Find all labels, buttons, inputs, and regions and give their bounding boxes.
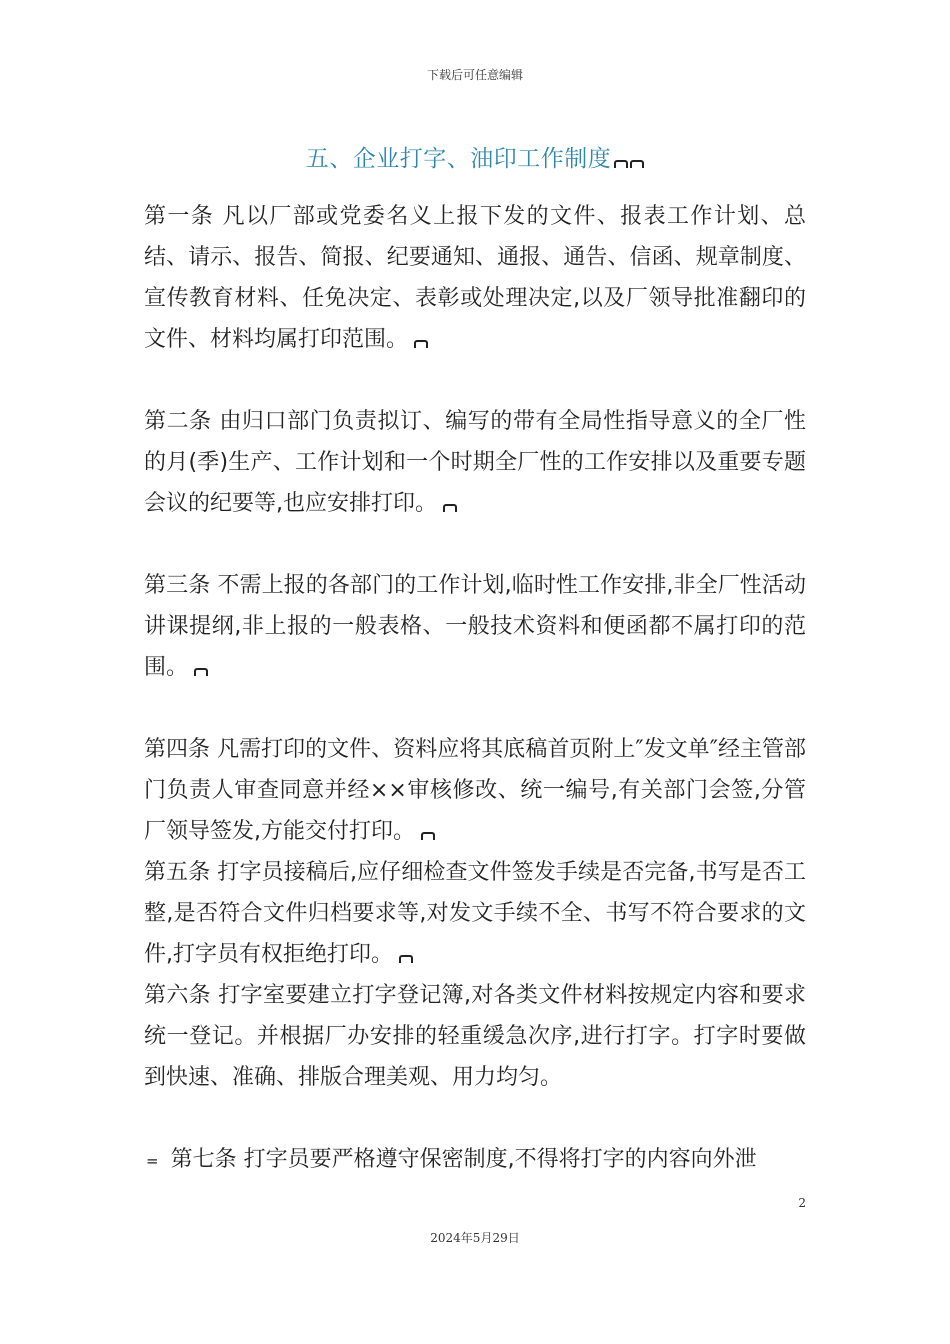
document-title-text: 五、企业打字、油印工作制度: [305, 146, 612, 172]
paragraph-mark-icon: [614, 160, 628, 168]
article-text: 第七条 打字员要严格遵守保密制度,不得将打字的内容向外泄: [170, 1147, 757, 1172]
article-text: 第六条 打字室要建立打字登记簿,对各类文件材料按规定内容和要求统一登记。并根据厂办安排的轻重缓急次序,进行打字。打字时要做到快速、准确、排版合理美观、用力均匀。: [144, 983, 806, 1090]
article-text: 第二条 由归口部门负责拟订、编写的带有全局性指导意义的全厂性的月(季)生产、工作计划和一个时期全厂性的工作安排以及重要专题会议的纪要等,也应安排打印。: [144, 409, 806, 516]
paragraph-mark-icon: [443, 504, 457, 512]
page-number: 2: [798, 1196, 806, 1210]
article-paragraph: [144, 975, 806, 1098]
page-header: 下载后可任意编辑: [426, 68, 523, 82]
article-paragraph: [144, 565, 806, 688]
paragraph-mark-icon: [630, 160, 644, 168]
article-paragraph: [144, 196, 806, 360]
paragraph-mark-icon: [414, 340, 428, 348]
document-title: [0, 140, 950, 173]
paragraph-mark-icon: [421, 832, 435, 840]
document-body: [144, 196, 806, 1182]
article-paragraph: [144, 1139, 806, 1182]
article-text: 第三条 不需上报的各部门的工作计划,临时性工作安排,非全厂性活动讲课提纲,非上报的一般表格、一般技术资料和便函都不属打印的范围。: [144, 573, 806, 680]
article-text: 第一条 凡以厂部或党委名义上报下发的文件、报表工作计划、总结、请示、报告、简报、纪要通知、通报、通告、信函、规章制度、宣传教育材料、任免决定、表彰或处理决定,以及厂领导批准翻印的文件、材料均属打印范围。: [144, 204, 806, 352]
page-footer-date: 2024年5月29日: [430, 1231, 520, 1245]
article-paragraph: [144, 729, 806, 852]
paragraph-mark-icon: [194, 668, 208, 676]
article-paragraph: [144, 401, 806, 524]
leading-mark: =: [146, 1152, 159, 1170]
article-text: 第四条 凡需打印的文件、资料应将其底稿首页附上″发文单″经主管部门负责人审查同意并经××审核修改、统一编号,有关部门会签,分管厂领导签发,方能交付打印。: [144, 737, 806, 844]
article-paragraph: [144, 852, 806, 975]
article-text: 第五条 打字员接稿后,应仔细检查文件签发手续是否完备,书写是否工整,是否符合文件归档要求等,对发文手续不全、书写不符合要求的文件,打字员有权拒绝打印。: [144, 860, 806, 967]
paragraph-mark-icon: [399, 955, 413, 963]
